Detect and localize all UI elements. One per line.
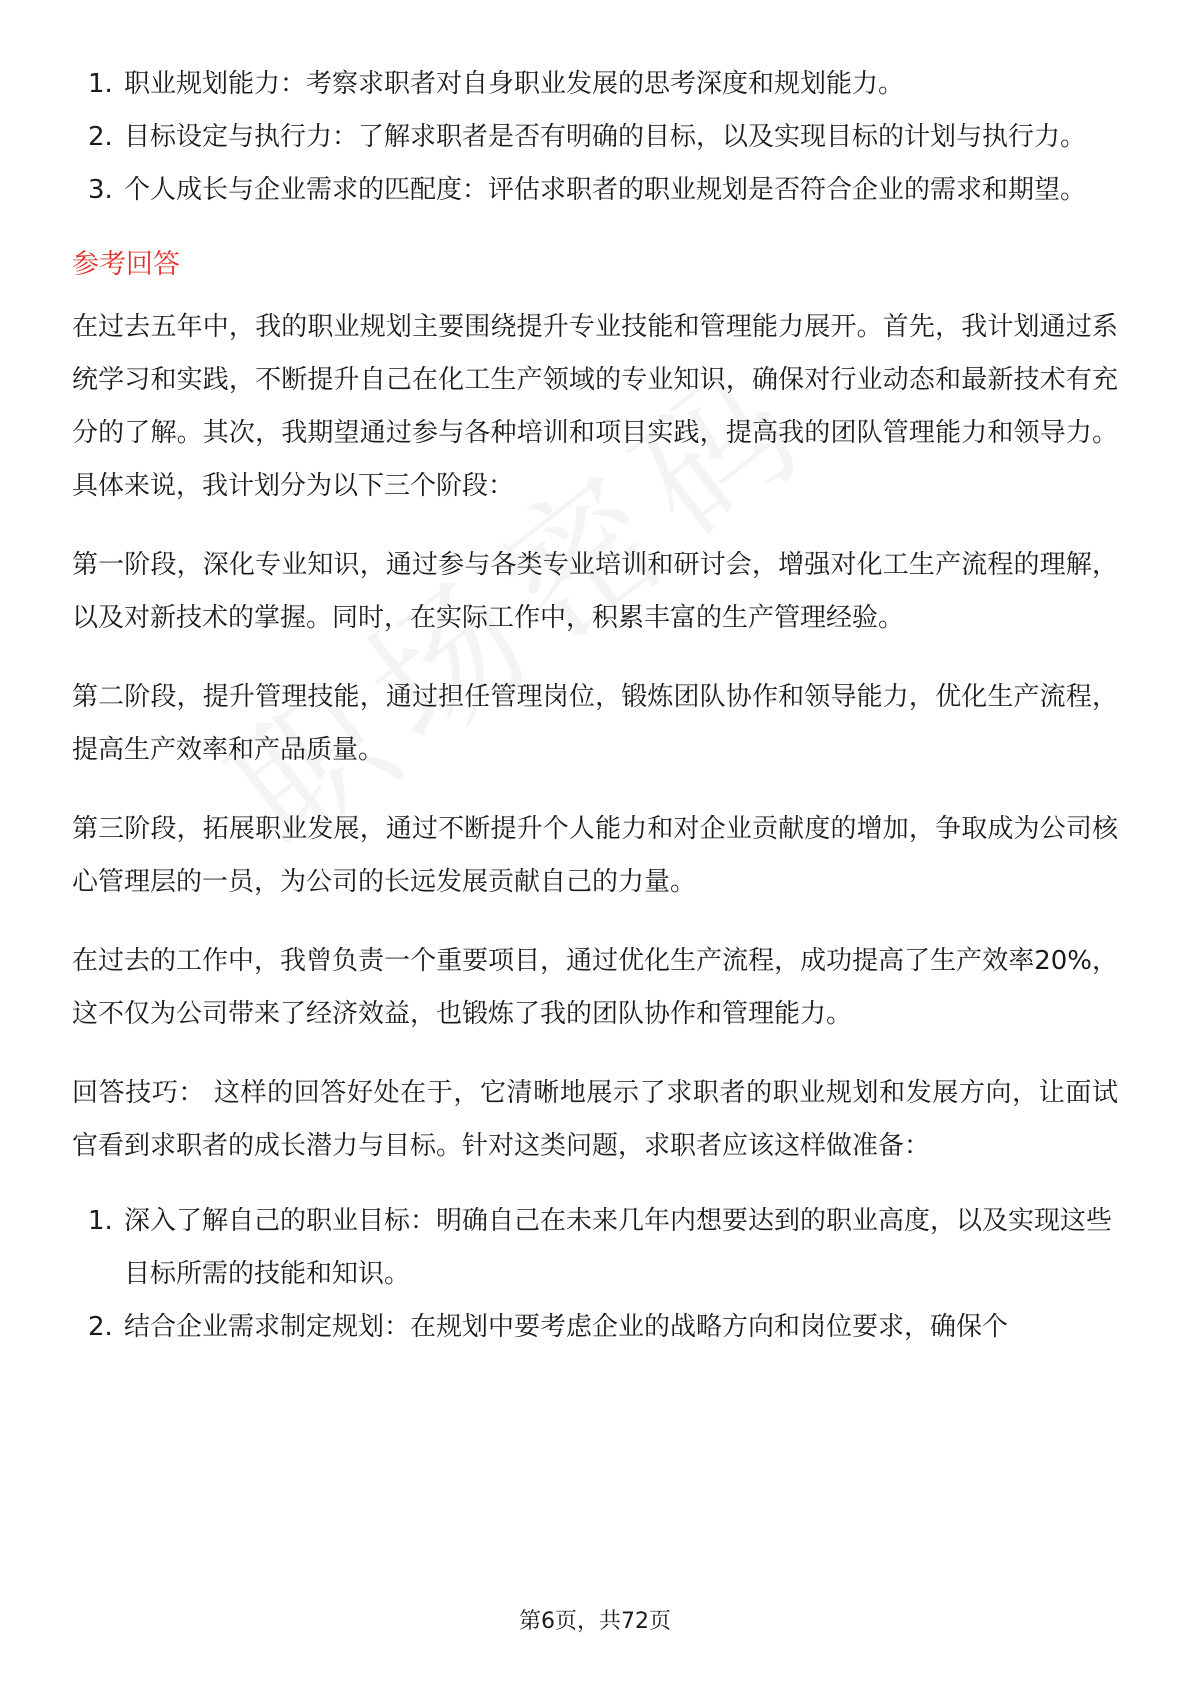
list-item-number: 1. — [88, 1206, 113, 1236]
page-footer: 第6页，共72页 — [519, 1609, 671, 1634]
list-item — [72, 58, 1118, 111]
list-item-number: 3. — [88, 175, 113, 205]
list-item — [72, 1301, 1118, 1354]
paragraph: 回答技巧： 这样的回答好处在于，它清晰地展示了求职者的职业规划和发展方向，让面试官看到求职者的成长潜力与目标。针对这类问题，求职者应该这样做准备： — [72, 1078, 1118, 1161]
paragraph: 在过去五年中，我的职业规划主要围绕提升专业技能和管理能力展开。首先，我计划通过系统学习和实践，不断提升自己在化工生产领域的专业知识，确保对行业动态和最新技术有充分的了解。其次，我期望通过参与各种培训和项目实践，提高我的团队管理能力和领导力。具体来说，我计划分为以下三个阶段： — [72, 312, 1118, 501]
list-item-text: 职业规划能力：考察求职者对自身职业发展的思考深度和规划能力。 — [124, 69, 905, 99]
page-content — [72, 58, 1118, 1354]
list-item-number: 1. — [88, 69, 113, 99]
list-item-number: 2. — [88, 122, 113, 152]
list-item — [72, 111, 1118, 164]
paragraph: 第一阶段，深化专业知识，通过参与各类专业培训和研讨会，增强对化工生产流程的理解，以及对新技术的掌握。同时，在实际工作中，积累丰富的生产管理经验。 — [72, 550, 1118, 633]
list-item — [72, 164, 1118, 217]
list-item-number: 2. — [88, 1312, 113, 1342]
section-heading: 参考回答 — [72, 249, 180, 280]
list-item-text: 深入了解自己的职业目标：明确自己在未来几年内想要达到的职业高度，以及实现这些目标所需的技能和知识。 — [124, 1206, 1113, 1289]
list-item-text: 个人成长与企业需求的匹配度：评估求职者的职业规划是否符合企业的需求和期望。 — [124, 175, 1087, 205]
tips-list — [72, 1195, 1118, 1354]
list-item-text: 结合企业需求制定规划：在规划中要考虑企业的战略方向和岗位要求，确保个 — [124, 1312, 1009, 1342]
paragraph: 第二阶段，提升管理技能，通过担任管理岗位，锻炼团队协作和领导能力，优化生产流程，提高生产效率和产品质量。 — [72, 682, 1118, 765]
list-item — [72, 1195, 1118, 1301]
paragraph: 在过去的工作中，我曾负责一个重要项目，通过优化生产流程，成功提高了生产效率20%，这不仅为公司带来了经济效益，也锻炼了我的团队协作和管理能力。 — [72, 946, 1118, 1029]
paragraph: 第三阶段，拓展职业发展，通过不断提升个人能力和对企业贡献度的增加，争取成为公司核心管理层的一员，为公司的长远发展贡献自己的力量。 — [72, 814, 1118, 897]
criteria-list — [72, 58, 1118, 217]
list-item-text: 目标设定与执行力：了解求职者是否有明确的目标，以及实现目标的计划与执行力。 — [124, 122, 1087, 152]
